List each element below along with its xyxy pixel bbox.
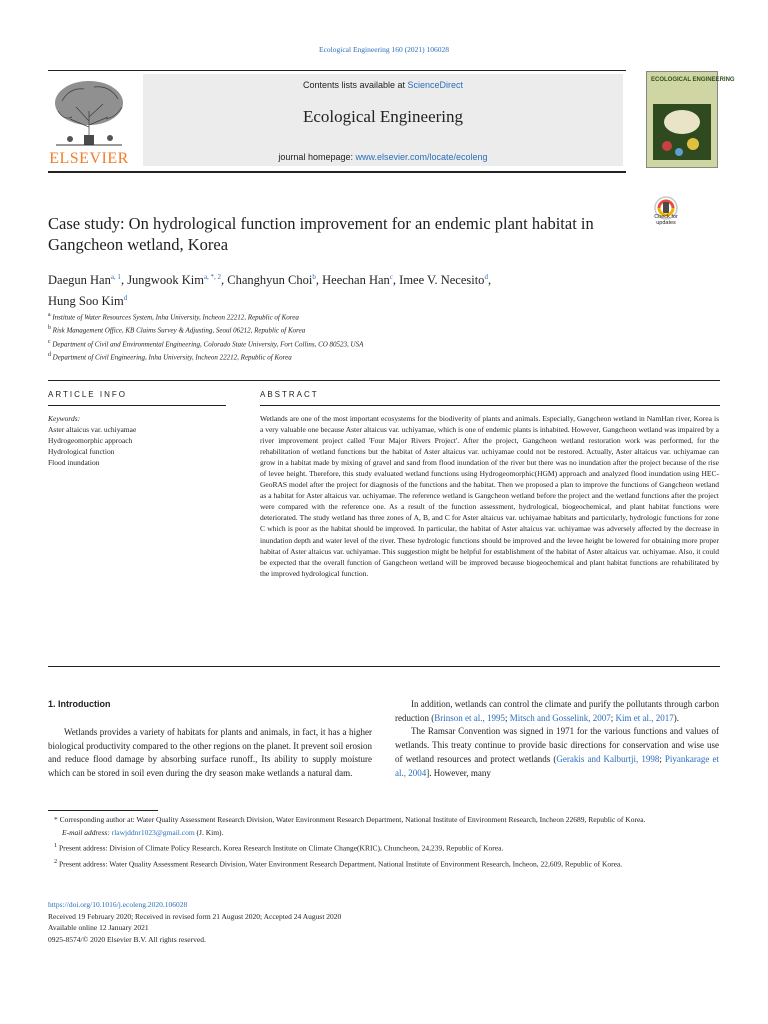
affiliation-item (48, 337, 648, 350)
abstract-body: Wetlands are one of the most important ecosystems for the biodiverity of plants and animals. Especially, Gangcheon wetland in NamHan river, Korea is a very valuable one because Aster altaicus var. uchiyamae, which is one of endemic plants is inhabited. However, Gangcheon wetland was impaired by a river improvement project called 'Four Major Rivers Project'. After the project, Gangcheon wetland restoration work was performed, for the rehabilitation of wetland functions but the habitat of Aster altaicus var. uchiyamae could not be restored. Actually, Aster altaicus var. uchiyamae can grow in a habitat made by mixing of gravel and sand from flood inundation of the river but there was no inundation after the project because of the rise of levee height. Therefore, this study evaluated wetland functions using Hydrogeomorphic(HGM) approach and analyzed flood inundation using HEC-GeoRAS model after the project for diagnosis of the functions and the habitat. Then we proposed a plan to improve the functions of Gangcheon wetland as a habitat for Aster altaicus var. uchiyamae. The reference wetland is Gangcheon wetland before the project and the wetland functions after the project were compared with the reference one. As a result of the function assessment, hydrological, biogeochemical, and plant habitat functions were deteriorated. The study wetland has three zones of A, B, and C for Aster altaicus var. uchiyamae habitats and particularly, hydrologic functions for zone C which is poor as the habitat should be improved. In particular, the habitat of Aster altaicus var. uchiyamae was adversely affected by the decrease in inundation depth and water level of the river. These hydrologic functions should be improved and the levee height be lowered for obtaining more proper habitat of Aster altaicus var. uchiyamae. This suggestion might be helpful for establishment of the habitat of Aster altaicus var. uchiyamae. Also, it could be expected that the overall function of Gangcheon wetland will be improved because biogeochemical and plant habitat functions are rehabilitated by the improved hydrological function. (260, 414, 719, 578)
crossmark-label-line2: updates (656, 220, 676, 226)
footnote-rule (48, 810, 158, 811)
keyword-item: Aster altaicus var. uchiyamae (48, 425, 137, 434)
author-separator: , (392, 273, 400, 288)
homepage-line (143, 152, 623, 162)
author-separator: , (487, 273, 492, 288)
author-name[interactable]: Changhyun Choi (227, 273, 313, 288)
footnote-1 (48, 839, 720, 855)
citation-link[interactable]: Kim et al., 2017 (615, 712, 674, 723)
footnote-2 (48, 855, 720, 871)
keyword-item: Hydrogeomorphic approach (48, 436, 133, 445)
article-title: Case study: On hydrological function improvement for an endemic plant habitat in Gangcheon wetland, Korea (48, 214, 594, 254)
author-separator: , (315, 273, 323, 288)
contents-line (143, 80, 623, 90)
section-divider (48, 380, 720, 381)
author-affiliation-mark[interactable]: c (389, 273, 393, 281)
introduction-heading: 1. Introduction (48, 699, 111, 709)
affiliation-list (48, 310, 648, 363)
author-affiliation-mark[interactable]: a, *, 2 (203, 273, 222, 281)
intro-paragraph-climate: In addition, wetlands can control the climate and purify the pollutants through carbon reduction (Brinson et al., 1995; Mitsch and Gosselink, 2007; Kim et al., 2017). (395, 699, 719, 723)
email-label: E-mail address: (62, 828, 112, 837)
affiliation-text: Department of Civil Engineering, Inha University, Incheon 22212, Republic of Korea (52, 353, 292, 362)
article-metadata (48, 899, 720, 945)
author-affiliation-mark[interactable]: a, 1 (110, 273, 121, 281)
keyword-item: Hydrological function (48, 447, 115, 456)
author-name[interactable]: Heechan Han (322, 273, 390, 288)
author-affiliation-mark[interactable]: d (484, 273, 488, 281)
contents-prefix: Contents lists available at (302, 80, 408, 90)
author-name[interactable]: Imee V. Necesito (399, 273, 485, 288)
intro-text: ]. However, many (426, 767, 491, 778)
footnote-corresponding (48, 813, 720, 826)
intro-text: In addition, wetlands can control the climate and purify the pollutants through carbon reduction ( (395, 699, 719, 723)
affiliation-text: Institute of Water Resources System, Inha University, Incheon 22212, Republic of Korea (52, 313, 299, 322)
homepage-prefix: journal homepage: (278, 152, 356, 162)
citation-link[interactable]: Gerakis and Kalburtji, 1998 (556, 753, 660, 764)
author-list (48, 268, 638, 310)
citation-link[interactable]: Mitsch and Gosselink, 2007 (509, 712, 611, 723)
elsevier-wordmark: ELSEVIER (49, 150, 129, 167)
affiliation-mark: b (48, 325, 51, 332)
footnote-mark: 1 (54, 842, 58, 849)
footnote-email (48, 826, 720, 839)
intro-paragraph-ramsar: The Ramsar Convention was signed in 1971 for the various functions and values of wetlands. This treaty continue to provide basic directions for conservation and wise use of wetland resources and protect wetlands (Gerakis and Kalburtji, 1998; Piyankarage et al., 2004]. However, many (395, 726, 719, 778)
received-dates: Received 19 February 2020; Received in revised form 21 August 2020; Accepted 24 August 2020 (48, 911, 342, 921)
keyword-item: Flood inundation (48, 458, 100, 467)
crossmark-label-line1: Check for (654, 214, 678, 220)
footnote-text: Present address: Water Quality Assessment Research Division, Water Environment Research Department, National Institute of Environment Research, Incheon, 22,609, Republic of Korea. (59, 859, 623, 868)
copyright: 0925-8574/© 2020 Elsevier B.V. All rights reserved. (48, 934, 206, 944)
affiliation-mark: c (48, 338, 51, 345)
header-rule-thick (48, 171, 626, 173)
citation-link[interactable]: Piyankarage et al., 2004 (395, 753, 719, 778)
intro-paragraph: Wetlands provides a variety of habitats for plants and animals, in fact, it has a higher biological productivity compared to the other regions on the planet. It prevent soil erosion and reduce flood damage by absorbing surface runoff., Its ability to supply moisture which can be stored in soil even during the dry season make wetlands a natural dam. (48, 727, 372, 779)
citation-link[interactable]: Brinson et al., 1995 (434, 712, 505, 723)
available-online: Available online 12 January 2021 (48, 923, 149, 932)
article-info-rule (48, 405, 226, 406)
journal-title: Ecological Engineering (302, 107, 464, 126)
intro-text: ). (673, 712, 680, 723)
journal-homepage-link[interactable]: www.elsevier.com/locate/ecoleng (355, 152, 488, 162)
section-divider-bottom (48, 666, 720, 667)
footnote-text: Present address: Division of Climate Policy Research, Korea Research Institute on Climate Change(KRIC), Chuncheon, 24,239, Republic of Korea. (59, 843, 504, 853)
author-name[interactable]: Daegun Han (48, 273, 111, 288)
email-link[interactable]: rlawjddnr1023@gmail.com (111, 828, 195, 837)
affiliation-item (48, 350, 648, 363)
affiliation-text: Risk Management Office, KB Claims Survey & Adjusting, Seoul 06212, Republic of Korea (52, 326, 306, 335)
author-affiliation-mark[interactable]: d (123, 294, 128, 303)
author-separator: , (221, 273, 228, 288)
cover-title: ECOLOGICAL ENGINEERING (651, 77, 735, 83)
affiliation-item (48, 323, 648, 336)
article-info-heading: ARTICLE INFO (48, 390, 127, 399)
author-name[interactable]: Jungwook Kim (127, 273, 204, 288)
introduction-right-column (395, 698, 719, 780)
author-affiliation-mark[interactable]: b (312, 273, 316, 281)
affiliation-mark: d (48, 351, 51, 358)
footnote-mark: * (54, 815, 60, 824)
abstract-rule (260, 405, 720, 406)
intro-text: The Ramsar Convention was signed in 1971 for the various functions and values of wetlands. This treaty continue to provide basic directions for conservation and wise use of wetland resources and protect wetlands ( (395, 726, 719, 764)
introduction-left-column (48, 726, 372, 781)
keywords-list (48, 424, 228, 468)
crossmark-label[interactable] (640, 214, 692, 226)
affiliation-item (48, 310, 648, 323)
author-name[interactable]: Hung Soo Kim (48, 294, 124, 309)
doi-link[interactable]: https://doi.org/10.1016/j.ecoleng.2020.106028 (48, 900, 188, 909)
keywords-label: Keywords: (48, 414, 81, 423)
affiliation-text: Department of Civil and Environmental Engineering, Colorado State University, Fort Collins, CO 80523, USA (52, 339, 364, 348)
journal-citation[interactable]: Ecological Engineering 160 (2021) 106028 (319, 45, 449, 54)
header-rule (48, 70, 626, 71)
footnote-text: Corresponding author at: Water Quality Assessment Research Division, Water Environment Research Department, National Institute of Environment Research, Incheon 22689, Republic of Korea. (59, 815, 646, 824)
journal-cover-thumbnail[interactable] (646, 71, 735, 168)
footnotes (48, 813, 720, 870)
affiliation-mark: a (48, 312, 51, 318)
abstract-heading: ABSTRACT (260, 390, 319, 399)
sciencedirect-link[interactable]: ScienceDirect (407, 80, 464, 90)
keywords-block (48, 413, 228, 468)
footnote-mark: 2 (54, 857, 58, 865)
author-separator: , (120, 273, 128, 288)
email-suffix: (J. Kim). (194, 828, 224, 837)
